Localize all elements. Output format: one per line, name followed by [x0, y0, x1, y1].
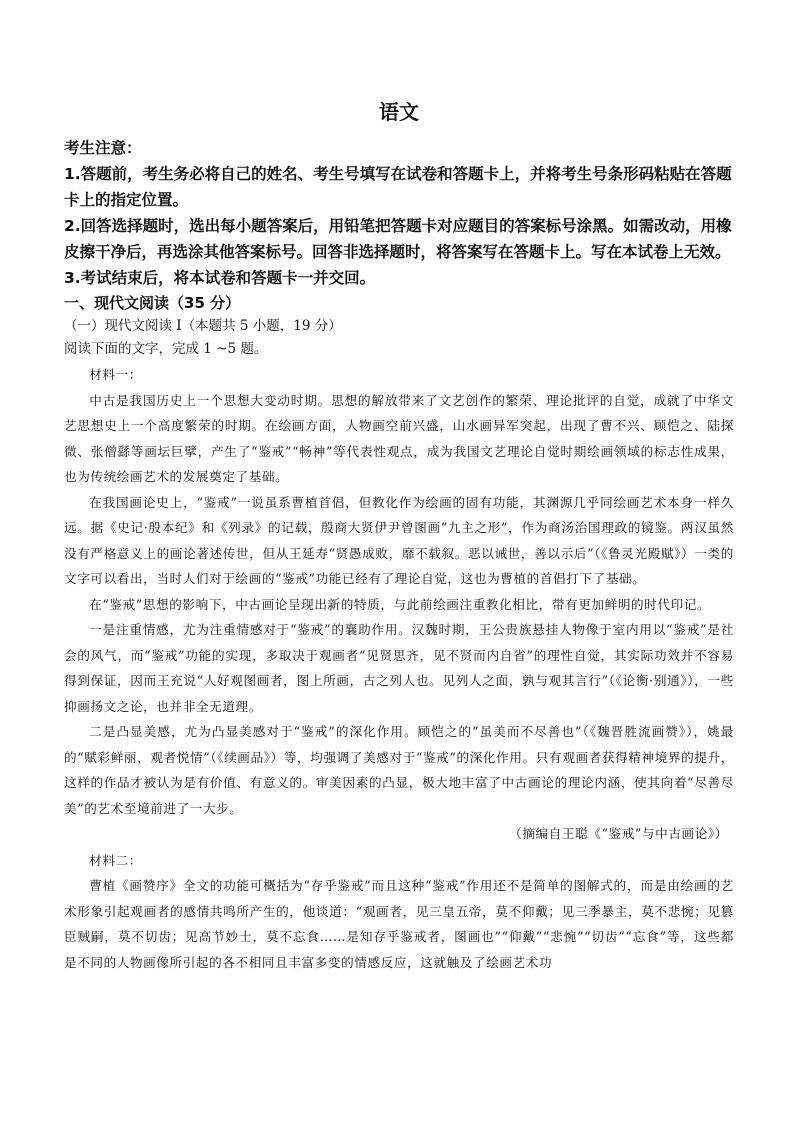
reading-passage [64, 362, 734, 975]
material-label: 材料二： [89, 852, 142, 868]
paragraph: 二是凸显美感，尤为凸显美感对于“鉴戒”的深化作用。顾恺之的“虽美而不尽善也”（《魏晋胜流画赞》），姚最的“赋彩鲜丽，观者悦情”（《续画品》）等，均强调了美感对于“鉴戒”的深化作用。只有观画者获得精神境界的提升，这样的作品才被认为是有价值、有意义的。审美因素的凸显，极大地丰富了中古画论的理论内涵，使其向着“尽善尽美”的艺术至境前进了一大步。 [64, 724, 734, 816]
paragraph: 在我国画论史上，“鉴戒”一说虽系曹植首倡，但教化作为绘画的固有功能，其渊源几乎同绘画艺术本身一样久远。据《史记·殷本纪》和《列录》的记载，殷商大贤伊尹曾图画“九主之形”，作为商汤治国理政的镜鉴。两汉虽然没有严格意义上的画论著述传世，但从王延寿“贤愚成败，靡不载叙。恶以诫世，善以示后”（《鲁灵光殿赋》）一类的文字可以看出，当时人们对于绘画的“鉴戒”功能已经有了理论自觉，这也为曹植的首倡打下了基础。 [64, 494, 734, 586]
notice-item: 2.回答选择题时，选出每小题答案后，用铅笔把答题卡对应题目的答案标号涂黑。如需改动，用橡皮擦干净后，再选涂其他答案标号。回答非选择题时，将答案写在答题卡上。写在本试卷上无效。 [64, 217, 732, 261]
page-title: 语文 [379, 100, 419, 124]
exam-page [64, 96, 734, 975]
source-citation: （摘编自王聪《“鉴戒”与中古画论》） [509, 826, 728, 841]
notice-item: 3.考试结束后，将本试卷和答题卡一并交回。 [64, 269, 376, 287]
notice-heading: 考生注意： [64, 139, 142, 157]
exam-notice [64, 135, 734, 291]
reading-instruction: 阅读下面的文字，完成 1 ~5 题。 [64, 341, 268, 357]
paragraph: 一是注重情感，尤为注重情感对于“鉴戒”的襄助作用。汉魏时期，王公贵族悬挂人物像于室内用以“鉴戒”是社会的风气，而“鉴戒”功能的实现，多取决于观画者“见贤思齐，见不贤而内自省”的理性自觉，其实际功效并不容易得到保证，因而王充说“人好观图画者，图上所画，古之列人也。见列人之面，孰与观其言行”（《论衡·别通》），一些抑画扬文之论，也并非全无道理。 [64, 622, 734, 714]
notice-item: 1.答题前，考生务必将自己的姓名、考生号填写在试卷和答题卡上，并将考生号条形码粘贴在答题卡上的指定位置。 [64, 165, 732, 209]
paragraph: 曹植《画赞序》全文的功能可概括为“存乎鉴戒”而且这种“鉴戒”作用还不是简单的图解式的，而是由绘画的艺术形象引起观画者的感情共鸣所产生的，他谈道：“观画者，见三皇五帝，莫不仰戴；见三季暴主，莫不悲惋；见篡臣贼嗣，莫不切齿；见高节妙士，莫不忘食……是知存乎鉴戒者，图画也”“仰戴”“悲惋”“切齿”“忘食”等，这些都是不同的人物画像所引起的各不相同且丰富多变的情感反应，这就触及了绘画艺术功 [64, 878, 734, 970]
section-heading: 一、现代文阅读（35 分） [64, 294, 241, 312]
paragraph: 中古是我国历史上一个思想大变动时期。思想的解放带来了文艺创作的繁荣、理论批评的自觉，成就了中华文艺思想史上一个高度繁荣的时期。在绘画方面，人物画空前兴盛，山水画异军突起，出现了曹不兴、顾恺之、陆探微、张僧繇等画坛巨擘，产生了“鉴戒”“畅神”等代表性观点，成为我国文艺理论自觉时期绘画领域的标志性成果，也为传统绘画艺术的发展奠定了基础。 [64, 392, 734, 484]
material-label: 材料一： [89, 367, 142, 382]
section-sub-heading: （一）现代文阅读 I（本题共 5 小题，19 分） [64, 318, 342, 334]
paragraph: 在“鉴戒”思想的影响下，中古画论呈现出新的特质，与此前绘画注重教化相比，带有更加鲜明的时代印记。 [89, 596, 711, 612]
